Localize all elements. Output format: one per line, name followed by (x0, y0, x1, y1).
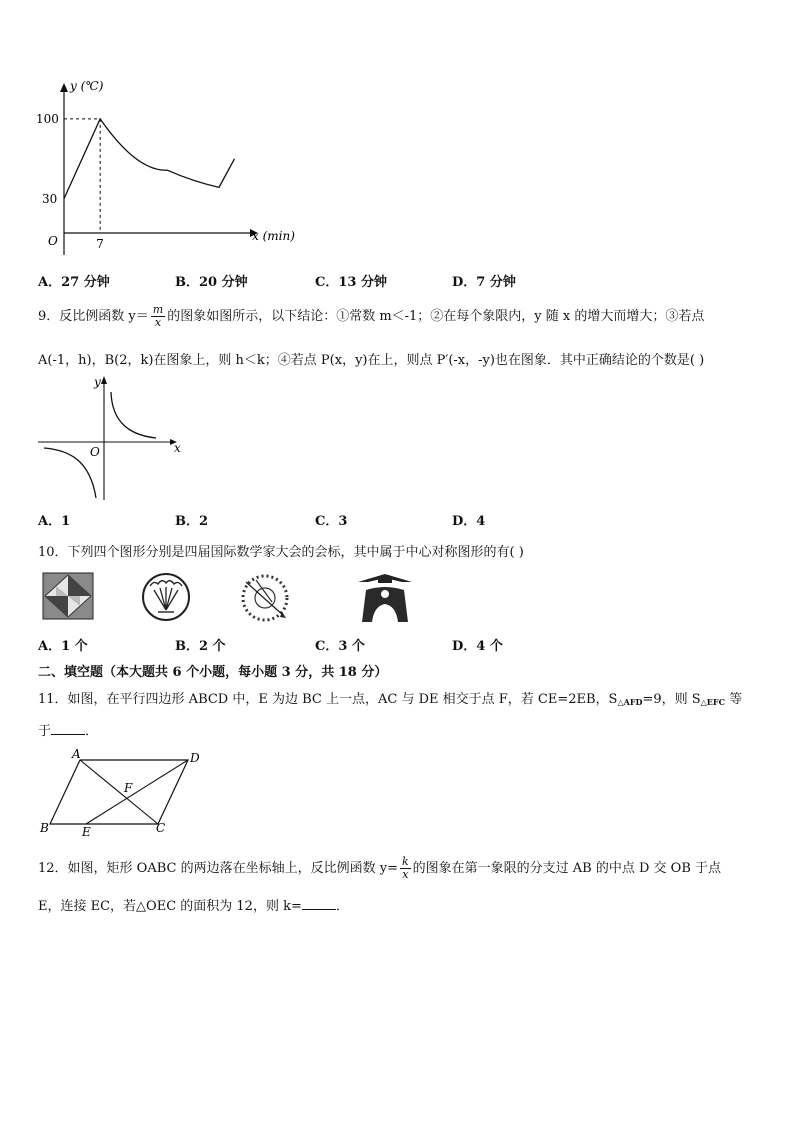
q11-sub-afd: △AFD (617, 697, 643, 707)
q9-rest: 的图象如图所示，以下结论：①常数 m＜-1；②在每个象限内，y 随 x 的增大而增大；③若点 (167, 309, 705, 324)
q8-option-c[interactable]: C．13 分钟 (315, 275, 387, 290)
q11-label-c: C (156, 821, 166, 835)
q9-line-2: A(-1，h)，B(2，k)在图象上，则 h＜k；④若点 P(x，y)在上，则点 P′(-x，-y)也在图象．其中正确结论的个数是( ) (38, 353, 705, 368)
q9-fraction (151, 304, 165, 329)
q10-logo-1 (42, 572, 94, 620)
q12-fraction (400, 856, 411, 881)
q10-question: 10．下列四个图形分别是四届国际数学家大会的会标，其中属于中心对称图形的有( ) (38, 545, 524, 560)
q9-frac-num: m (152, 303, 164, 316)
q10-option-a[interactable]: A．1 个 (38, 639, 88, 654)
q8-y-label: y (℃) (70, 79, 104, 93)
q11-text-e: ． (85, 724, 99, 739)
q12-rest: 的图象在第一象限的分支过 AB 的中点 D 交 OB 于点 (412, 861, 722, 876)
q12-line-2 (38, 895, 349, 914)
q10-logo-2 (140, 572, 192, 622)
q12-frac-num: k (401, 855, 409, 868)
q9-y-label: y (94, 375, 101, 389)
q11-label-d: D (190, 751, 200, 765)
q11-label-e: E (82, 825, 91, 839)
q8-temperature-chart (30, 70, 310, 270)
q8-ytick-label: 100 (36, 111, 59, 126)
q10-logo-4 (356, 572, 414, 624)
q12-text-b: ． (335, 899, 349, 914)
q10-option-d[interactable]: D．4 个 (452, 639, 503, 654)
q8-xtick-label: 7 (96, 237, 104, 251)
q9-frac-den: x (154, 316, 162, 329)
q12-prefix: 12．如图，矩形 OABC 的两边落在坐标轴上，反比例函数 y= (38, 861, 398, 876)
q9-branch-first-quadrant (111, 392, 156, 438)
q12-answer-blank[interactable] (302, 898, 336, 910)
q11-label-b: B (40, 821, 49, 835)
section-2-heading: 二、填空题（本大题共 6 个小题，每小题 3 分，共 18 分） (38, 665, 388, 680)
q9-option-d[interactable]: D．4 (452, 514, 486, 529)
q11-line-1 (38, 688, 742, 707)
q10-option-b[interactable]: B．2 个 (175, 639, 226, 654)
q12-line-1 (38, 856, 721, 881)
q9-branch-third-quadrant (44, 448, 96, 498)
q9-line-1 (38, 304, 704, 329)
q12-frac-den: x (402, 868, 409, 881)
q8-option-a[interactable]: A．27 分钟 (38, 275, 110, 290)
q11-diagonal-ac (80, 760, 158, 824)
q9-hyperbola-graph (34, 372, 194, 504)
q11-label-a: A (72, 747, 81, 761)
q9-origin: O (90, 445, 100, 459)
q11-parallelogram-figure (34, 746, 204, 840)
q8-x-label: x (min) (252, 229, 295, 243)
q11-text-d: 于 (38, 724, 52, 739)
q12-text-a: E，连接 EC，若△OEC 的面积为 12，则 k= (38, 899, 302, 914)
q11-text-b: =9，则 S (642, 692, 701, 707)
q8-series-line (64, 119, 235, 199)
q10-option-c[interactable]: C．3 个 (315, 639, 365, 654)
q9-y-arrow (101, 376, 107, 384)
q11-answer-blank[interactable] (51, 723, 85, 735)
q9-option-b[interactable]: B．2 (175, 514, 209, 529)
q8-origin: O (48, 234, 58, 248)
q11-line-2 (38, 720, 98, 739)
q11-text-c: 等 (724, 692, 743, 707)
q8-y-arrow (60, 83, 68, 92)
q8-ytick-label: 30 (42, 191, 58, 206)
q9-option-a[interactable]: A．1 (38, 514, 71, 529)
q8-option-b[interactable]: B．20 分钟 (175, 275, 248, 290)
q8-option-d[interactable]: D．7 分钟 (452, 275, 516, 290)
q9-x-label: x (174, 441, 181, 455)
q11-sub-efc: △EFC (700, 697, 725, 707)
q11-text-a: 11．如图，在平行四边形 ABCD 中，E 为边 BC 上一点，AC 与 DE 相交于点 F，若 CE=2EB，S (38, 692, 618, 707)
q11-label-f: F (124, 781, 133, 795)
q9-option-c[interactable]: C．3 (315, 514, 348, 529)
q9-prefix: 9．反比例函数 y＝ (38, 309, 149, 324)
q10-logo-3 (238, 572, 292, 624)
